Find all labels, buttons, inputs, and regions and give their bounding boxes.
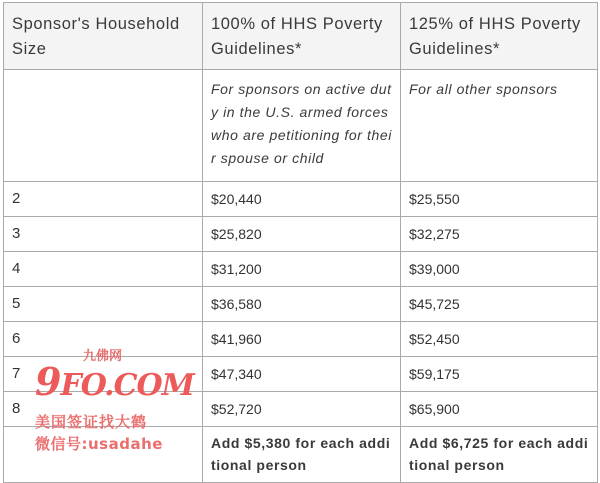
table-row: [4, 287, 598, 322]
additional-person-100: Add $5,380 for each additional person: [203, 427, 401, 483]
household-size-cell: 4: [4, 252, 203, 287]
note-other-sponsors: For all other sponsors: [401, 70, 598, 182]
income-125-cell: $39,000: [401, 252, 598, 287]
income-125-cell: $52,450: [401, 322, 598, 357]
watermark-wechat-id: 微信号:usadahe: [35, 435, 163, 453]
household-size-cell: 6: [4, 322, 203, 357]
note-row: [4, 70, 598, 182]
income-125-cell: $65,900: [401, 392, 598, 427]
watermark-slogan: 美国签证找大鹤: [35, 413, 148, 431]
income-125-cell: $45,725: [401, 287, 598, 322]
income-100-cell: $25,820: [203, 217, 401, 252]
watermark-logo-nine: 9: [35, 359, 61, 404]
income-100-cell: $52,720: [203, 392, 401, 427]
income-125-cell: $59,175: [401, 357, 598, 392]
income-125-cell: $32,275: [401, 217, 598, 252]
income-100-cell: $41,960: [203, 322, 401, 357]
income-100-cell: $47,340: [203, 357, 401, 392]
household-size-cell: 3: [4, 217, 203, 252]
table-row: [4, 252, 598, 287]
header-row: [4, 3, 598, 70]
table-row: [4, 357, 598, 392]
table-header: [4, 3, 598, 70]
watermark-logo-text: FO.COM: [60, 368, 194, 403]
income-100-cell: $36,580: [203, 287, 401, 322]
table-body: [4, 70, 598, 483]
income-125-cell: $25,550: [401, 182, 598, 217]
household-size-cell: 5: [4, 287, 203, 322]
household-size-cell: 2: [4, 182, 203, 217]
header-100-percent: 100% of HHS Poverty Guidelines*: [203, 3, 401, 70]
table-row: [4, 392, 598, 427]
income-100-cell: $20,440: [203, 182, 401, 217]
income-100-cell: $31,200: [203, 252, 401, 287]
additional-person-125: Add $6,725 for each additional person: [401, 427, 598, 483]
additional-cell-empty: [4, 427, 203, 483]
table-row: [4, 217, 598, 252]
household-size-cell: 8: [4, 392, 203, 427]
table-row: [4, 322, 598, 357]
note-active-duty: For sponsors on active duty in the U.S. armed forces who are petitioning for their spouse or child: [203, 70, 401, 182]
table-row: [4, 182, 598, 217]
watermark-site-name: 九佛网: [83, 349, 123, 364]
header-125-percent: 125% of HHS Poverty Guidelines*: [401, 3, 598, 70]
header-household-size: Sponsor's Household Size: [4, 3, 203, 70]
household-size-cell: 7: [4, 357, 203, 392]
poverty-guidelines-table: [3, 2, 598, 483]
note-cell-empty: [4, 70, 203, 182]
additional-person-row: [4, 427, 598, 483]
